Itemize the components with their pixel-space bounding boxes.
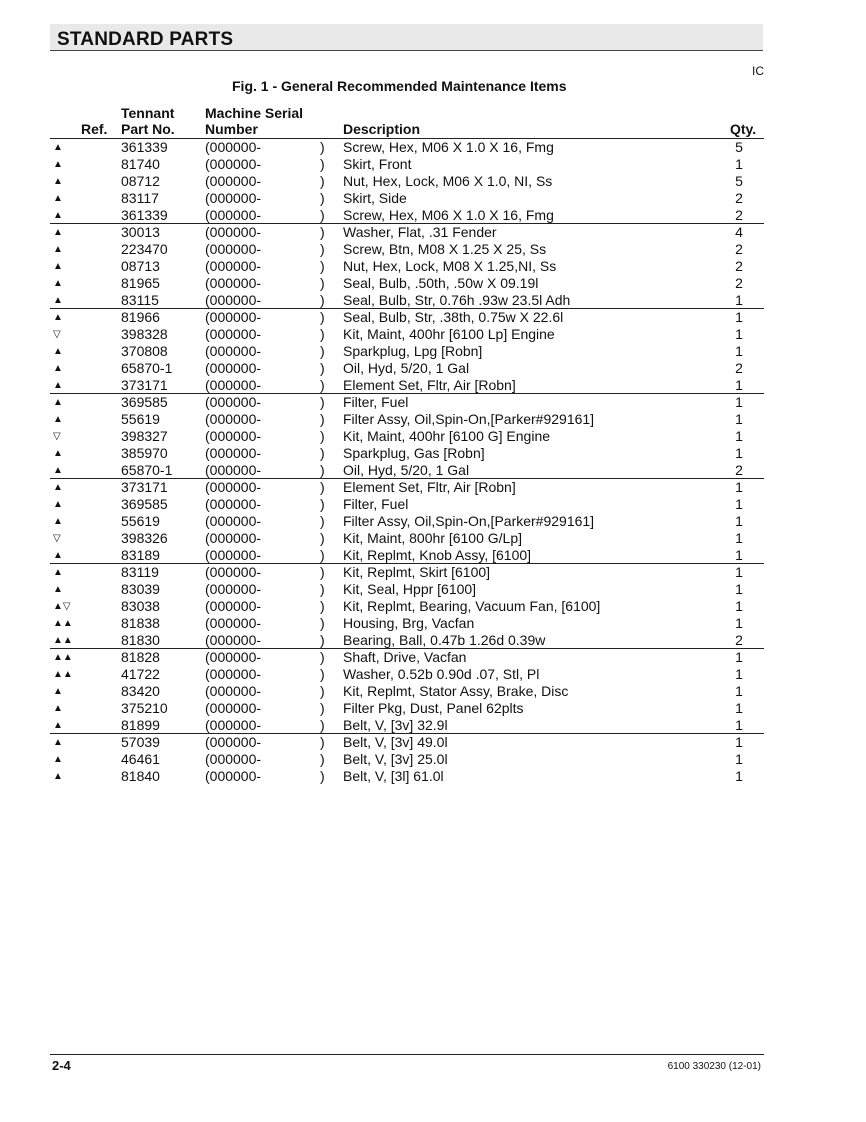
quantity: 1 [735, 411, 743, 427]
description: Screw, Hex, M06 X 1.0 X 16, Fmg [343, 207, 554, 223]
serial-number: (000000- [205, 700, 262, 716]
quantity: 2 [735, 207, 743, 223]
description: Nut, Hex, Lock, M08 X 1.25,NI, Ss [343, 258, 557, 274]
quantity: 1 [735, 717, 743, 733]
table-row [50, 411, 764, 428]
part-number: 81740 [121, 156, 160, 172]
ref-symbol: ▲ [53, 176, 63, 187]
ref-symbol: ▲ [53, 295, 63, 306]
ref-symbol: ▲▲ [53, 652, 73, 663]
ref-symbol: ▲ [53, 210, 63, 221]
serial-number: (000000- [205, 309, 262, 325]
page-number: 2-4 [52, 1058, 71, 1073]
serial-close-paren: ) [320, 428, 325, 444]
ref-symbol: ▲ [53, 499, 63, 510]
quantity: 1 [735, 156, 743, 172]
table-row [50, 428, 764, 445]
part-number: 83117 [121, 190, 159, 206]
serial-number: (000000- [205, 496, 262, 512]
table-row [50, 258, 764, 275]
serial-number: (000000- [205, 394, 262, 410]
quantity: 1 [735, 394, 743, 410]
part-number: 65870-1 [121, 462, 173, 478]
part-number: 81966 [121, 309, 160, 325]
part-number: 81965 [121, 275, 160, 291]
ref-symbol: ▲ [53, 550, 63, 561]
ref-symbol: ▲▲ [53, 635, 73, 646]
quantity: 1 [735, 377, 743, 393]
description: Shaft, Drive, Vacfan [343, 649, 467, 665]
part-number: 41722 [121, 666, 160, 682]
table-row [50, 173, 764, 190]
table-row [50, 326, 764, 343]
description: Belt, V, [3v] 25.0l [343, 751, 448, 767]
table-row [50, 564, 764, 581]
description: Filter Assy, Oil,Spin-On,[Parker#929161] [343, 411, 595, 427]
table-row [50, 360, 764, 377]
description: Screw, Btn, M08 X 1.25 X 25, Ss [343, 241, 547, 257]
ref-symbol: ▲▲ [53, 669, 73, 680]
quantity: 1 [735, 564, 743, 580]
quantity: 1 [735, 700, 743, 716]
description: Kit, Replmt, Knob Assy, [6100] [343, 547, 532, 563]
table-row [50, 275, 764, 292]
table-row [50, 530, 764, 547]
ref-symbol: ▲ [53, 414, 63, 425]
description: Oil, Hyd, 5/20, 1 Gal [343, 462, 470, 478]
serial-number: (000000- [205, 428, 262, 444]
description: Kit, Seal, Hppr [6100] [343, 581, 477, 597]
part-number: 57039 [121, 734, 160, 750]
quantity: 5 [735, 139, 743, 155]
serial-close-paren: ) [320, 394, 325, 410]
quantity: 1 [735, 666, 743, 682]
table-row [50, 751, 764, 768]
ref-symbol: ▲ [53, 159, 63, 170]
part-number: 373171 [121, 377, 168, 393]
ref-symbol: ▲ [53, 567, 63, 578]
table-row [50, 632, 764, 649]
ref-symbol: ▲ [53, 363, 63, 374]
description: Housing, Brg, Vacfan [343, 615, 475, 631]
description: Screw, Hex, M06 X 1.0 X 16, Fmg [343, 139, 554, 155]
description: Skirt, Side [343, 190, 407, 206]
description: Oil, Hyd, 5/20, 1 Gal [343, 360, 470, 376]
part-number: 83115 [121, 292, 159, 308]
description: Nut, Hex, Lock, M06 X 1.0, NI, Ss [343, 173, 553, 189]
description: Skirt, Front [343, 156, 412, 172]
ref-symbol: ▽ [53, 431, 61, 442]
ref-symbol: ▲ [53, 482, 63, 493]
header-description: Description [343, 121, 421, 137]
table-row [50, 139, 764, 156]
table-row [50, 581, 764, 598]
section-header-bar [50, 24, 763, 51]
quantity: 1 [735, 343, 743, 359]
part-number: 398327 [121, 428, 168, 444]
table-row [50, 496, 764, 513]
serial-close-paren: ) [320, 768, 325, 784]
serial-close-paren: ) [320, 564, 325, 580]
serial-close-paren: ) [320, 547, 325, 563]
description: Belt, V, [3l] 61.0l [343, 768, 444, 784]
quantity: 1 [735, 683, 743, 699]
serial-close-paren: ) [320, 309, 325, 325]
part-number: 81899 [121, 717, 160, 733]
part-number: 81830 [121, 632, 160, 648]
serial-number: (000000- [205, 156, 262, 172]
quantity: 1 [735, 598, 743, 614]
document-code: 6100 330230 (12-01) [667, 1061, 761, 1072]
serial-number: (000000- [205, 564, 262, 580]
serial-close-paren: ) [320, 258, 325, 274]
quantity: 4 [735, 224, 743, 240]
serial-number: (000000- [205, 683, 262, 699]
part-number: 55619 [121, 411, 160, 427]
quantity: 2 [735, 632, 743, 648]
table-row [50, 292, 764, 309]
quantity: 5 [735, 173, 743, 189]
serial-number: (000000- [205, 581, 262, 597]
parts-table [50, 139, 764, 785]
quantity: 1 [735, 513, 743, 529]
serial-number: (000000- [205, 649, 262, 665]
ref-symbol: ▲ [53, 193, 63, 204]
ref-symbol: ▽ [53, 533, 61, 544]
table-row [50, 700, 764, 717]
serial-number: (000000- [205, 632, 262, 648]
description: Belt, V, [3v] 49.0l [343, 734, 448, 750]
description: Kit, Maint, 800hr [6100 G/Lp] [343, 530, 522, 546]
serial-close-paren: ) [320, 139, 325, 155]
part-number: 361339 [121, 207, 168, 223]
quantity: 1 [735, 479, 743, 495]
part-number: 65870-1 [121, 360, 173, 376]
serial-close-paren: ) [320, 377, 325, 393]
part-number: 81828 [121, 649, 160, 665]
table-row [50, 343, 764, 360]
table-row [50, 598, 764, 615]
serial-close-paren: ) [320, 360, 325, 376]
part-number: 373171 [121, 479, 168, 495]
quantity: 1 [735, 751, 743, 767]
ref-symbol: ▲ [53, 465, 63, 476]
serial-number: (000000- [205, 462, 262, 478]
header-part-line2: Part No. [121, 121, 175, 137]
serial-number: (000000- [205, 734, 262, 750]
serial-close-paren: ) [320, 173, 325, 189]
ref-symbol: ▽ [53, 329, 61, 340]
header-ref: Ref. [81, 121, 108, 137]
serial-close-paren: ) [320, 343, 325, 359]
serial-number: (000000- [205, 666, 262, 682]
description: Belt, V, [3v] 32.9l [343, 717, 448, 733]
part-number: 08712 [121, 173, 160, 189]
header-part-line1: Tennant [121, 105, 175, 121]
header-serial-line1: Machine Serial [205, 105, 304, 121]
part-number: 361339 [121, 139, 168, 155]
table-row [50, 309, 764, 326]
quantity: 1 [735, 734, 743, 750]
description: Filter, Fuel [343, 394, 409, 410]
ref-symbol: ▲ [53, 244, 63, 255]
serial-close-paren: ) [320, 666, 325, 682]
quantity: 2 [735, 275, 743, 291]
table-row [50, 377, 764, 394]
quantity: 2 [735, 462, 743, 478]
serial-number: (000000- [205, 411, 262, 427]
part-number: 81840 [121, 768, 160, 784]
serial-close-paren: ) [320, 462, 325, 478]
part-number: 08713 [121, 258, 160, 274]
serial-number: (000000- [205, 598, 262, 614]
serial-close-paren: ) [320, 649, 325, 665]
part-number: 83420 [121, 683, 160, 699]
table-row [50, 683, 764, 700]
ref-symbol: ▲ [53, 380, 63, 391]
table-row [50, 615, 764, 632]
serial-close-paren: ) [320, 615, 325, 631]
ref-symbol: ▲ [53, 686, 63, 697]
quantity: 1 [735, 445, 743, 461]
table-row [50, 462, 764, 479]
serial-number: (000000- [205, 292, 262, 308]
ref-symbol: ▲ [53, 737, 63, 748]
serial-close-paren: ) [320, 326, 325, 342]
quantity: 1 [735, 547, 743, 563]
part-number: 83039 [121, 581, 160, 597]
serial-close-paren: ) [320, 292, 325, 308]
serial-number: (000000- [205, 717, 262, 733]
description: Kit, Replmt, Skirt [6100] [343, 564, 491, 580]
quantity: 1 [735, 581, 743, 597]
serial-close-paren: ) [320, 445, 325, 461]
ref-symbol: ▲ [53, 448, 63, 459]
serial-number: (000000- [205, 275, 262, 291]
ref-symbol: ▲▲ [53, 618, 73, 629]
serial-number: (000000- [205, 615, 262, 631]
quantity: 1 [735, 649, 743, 665]
table-row [50, 513, 764, 530]
serial-close-paren: ) [320, 224, 325, 240]
part-number: 398326 [121, 530, 168, 546]
description: Kit, Maint, 400hr [6100 Lp] Engine [343, 326, 555, 342]
part-number: 369585 [121, 496, 168, 512]
serial-close-paren: ) [320, 156, 325, 172]
serial-close-paren: ) [320, 513, 325, 529]
footer-divider [50, 1054, 764, 1055]
serial-close-paren: ) [320, 190, 325, 206]
serial-close-paren: ) [320, 496, 325, 512]
description: Washer, Flat, .31 Fender [343, 224, 497, 240]
serial-close-paren: ) [320, 411, 325, 427]
serial-close-paren: ) [320, 717, 325, 733]
header-qty: Qty. [730, 121, 757, 137]
description: Filter Assy, Oil,Spin-On,[Parker#929161] [343, 513, 595, 529]
serial-close-paren: ) [320, 700, 325, 716]
quantity: 1 [735, 292, 743, 308]
serial-number: (000000- [205, 479, 262, 495]
description: Kit, Replmt, Stator Assy, Brake, Disc [343, 683, 569, 699]
serial-number: (000000- [205, 207, 262, 223]
serial-number: (000000- [205, 530, 262, 546]
description: Seal, Bulb, Str, 0.76h .93w 23.5l Adh [343, 292, 571, 308]
part-number: 30013 [121, 224, 160, 240]
serial-close-paren: ) [320, 683, 325, 699]
description: Sparkplug, Gas [Robn] [343, 445, 485, 461]
ref-symbol: ▲ [53, 754, 63, 765]
ref-symbol: ▲ [53, 397, 63, 408]
serial-number: (000000- [205, 547, 262, 563]
description: Bearing, Ball, 0.47b 1.26d 0.39w [343, 632, 546, 648]
table-row [50, 734, 764, 751]
ref-symbol: ▲ [53, 584, 63, 595]
serial-close-paren: ) [320, 632, 325, 648]
part-number: 370808 [121, 343, 168, 359]
table-row [50, 768, 764, 785]
ref-symbol: ▲ [53, 516, 63, 527]
description: Filter Pkg, Dust, Panel 62plts [343, 700, 524, 716]
serial-number: (000000- [205, 258, 262, 274]
serial-number: (000000- [205, 326, 262, 342]
quantity: 2 [735, 360, 743, 376]
header-serial-line2: Number [205, 121, 258, 137]
serial-number: (000000- [205, 445, 262, 461]
table-row [50, 207, 764, 224]
quantity: 1 [735, 768, 743, 784]
ref-symbol: ▲ [53, 278, 63, 289]
serial-number: (000000- [205, 343, 262, 359]
ref-symbol: ▲▽ [53, 601, 71, 612]
serial-close-paren: ) [320, 598, 325, 614]
ref-symbol: ▲ [53, 227, 63, 238]
description: Sparkplug, Lpg [Robn] [343, 343, 483, 359]
section-code: IC [752, 64, 764, 78]
ref-symbol: ▲ [53, 703, 63, 714]
quantity: 2 [735, 258, 743, 274]
serial-number: (000000- [205, 173, 262, 189]
table-row [50, 394, 764, 411]
description: Seal, Bulb, Str, .38th, 0.75w X 22.6l [343, 309, 564, 325]
quantity: 1 [735, 530, 743, 546]
quantity: 1 [735, 615, 743, 631]
quantity: 1 [735, 309, 743, 325]
quantity: 2 [735, 190, 743, 206]
table-row [50, 190, 764, 207]
serial-close-paren: ) [320, 207, 325, 223]
serial-close-paren: ) [320, 275, 325, 291]
description: Element Set, Fltr, Air [Robn] [343, 479, 516, 495]
table-row [50, 224, 764, 241]
table-row [50, 649, 764, 666]
serial-number: (000000- [205, 751, 262, 767]
part-number: 81838 [121, 615, 160, 631]
ref-symbol: ▲ [53, 771, 63, 782]
ref-symbol: ▲ [53, 312, 63, 323]
description: Filter, Fuel [343, 496, 409, 512]
table-row [50, 241, 764, 258]
part-number: 55619 [121, 513, 160, 529]
table-row [50, 717, 764, 734]
serial-number: (000000- [205, 241, 262, 257]
table-row [50, 479, 764, 496]
serial-close-paren: ) [320, 581, 325, 597]
serial-close-paren: ) [320, 241, 325, 257]
figure-title: Fig. 1 - General Recommended Maintenance Items [232, 78, 567, 94]
ref-symbol: ▲ [53, 346, 63, 357]
section-title: STANDARD PARTS [57, 29, 234, 50]
part-number: 385970 [121, 445, 168, 461]
part-number: 83119 [121, 564, 159, 580]
quantity: 2 [735, 241, 743, 257]
part-number: 223470 [121, 241, 168, 257]
table-row [50, 666, 764, 683]
serial-number: (000000- [205, 360, 262, 376]
serial-close-paren: ) [320, 479, 325, 495]
description: Kit, Maint, 400hr [6100 G] Engine [343, 428, 551, 444]
serial-number: (000000- [205, 377, 262, 393]
quantity: 1 [735, 428, 743, 444]
part-number: 46461 [121, 751, 160, 767]
table-row [50, 547, 764, 564]
description: Kit, Replmt, Bearing, Vacuum Fan, [6100] [343, 598, 601, 614]
part-number: 369585 [121, 394, 168, 410]
serial-close-paren: ) [320, 734, 325, 750]
ref-symbol: ▲ [53, 142, 63, 153]
serial-number: (000000- [205, 513, 262, 529]
serial-number: (000000- [205, 768, 262, 784]
part-number: 398328 [121, 326, 168, 342]
description: Seal, Bulb, .50th, .50w X 09.19l [343, 275, 539, 291]
table-row [50, 156, 764, 173]
part-number: 375210 [121, 700, 168, 716]
serial-close-paren: ) [320, 751, 325, 767]
ref-symbol: ▲ [53, 261, 63, 272]
quantity: 1 [735, 326, 743, 342]
serial-number: (000000- [205, 190, 262, 206]
description: Washer, 0.52b 0.90d .07, Stl, Pl [343, 666, 540, 682]
serial-number: (000000- [205, 139, 262, 155]
ref-symbol: ▲ [53, 720, 63, 731]
part-number: 83189 [121, 547, 160, 563]
serial-number: (000000- [205, 224, 262, 240]
part-number: 83038 [121, 598, 160, 614]
serial-close-paren: ) [320, 530, 325, 546]
description: Element Set, Fltr, Air [Robn] [343, 377, 516, 393]
table-row [50, 445, 764, 462]
quantity: 1 [735, 496, 743, 512]
